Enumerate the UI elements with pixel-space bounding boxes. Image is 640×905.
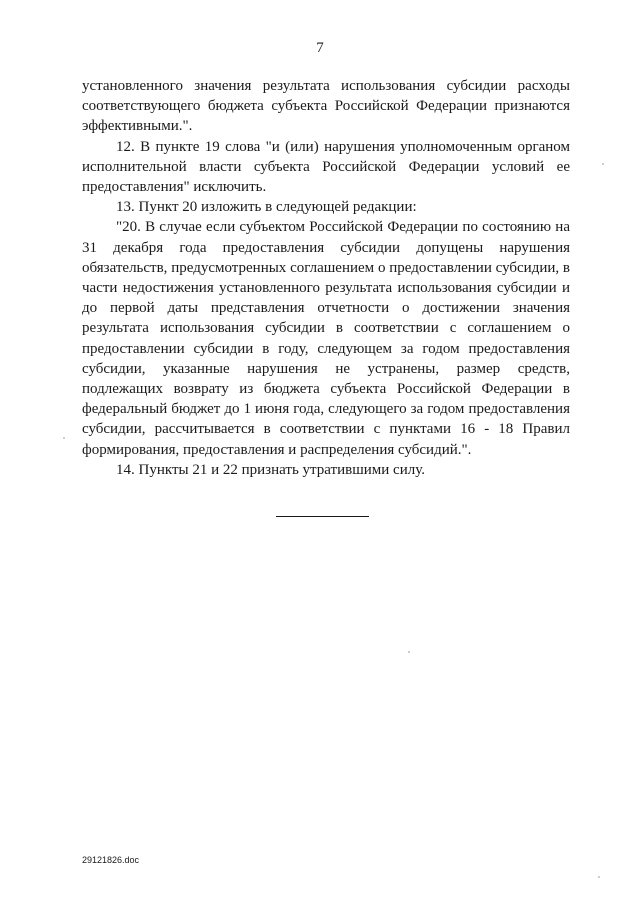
paragraph-item-14: 14. Пункты 21 и 22 признать утратившими силу. xyxy=(116,461,425,478)
scan-speck xyxy=(408,651,410,653)
page-number: 7 xyxy=(316,40,324,56)
scan-speck xyxy=(602,163,604,165)
paragraph-item-12: 12. В пункте 19 слова "и (или) нарушения уполномоченным органом исполнительной власти субъекта Российской Федерации условий ее предоставления" исключить. xyxy=(82,138,570,196)
paragraph-item-13: 13. Пункт 20 изложить в следующей редакции: xyxy=(116,199,417,216)
closing-separator-line xyxy=(276,516,369,517)
paragraph-continuation: установленного значения результата использования субсидии расходы соответствующего бюджета субъекта Российской Федерации признаются эффективными.". xyxy=(82,78,570,135)
footer-document-id: 29121826.doc xyxy=(82,855,140,865)
paragraph-item-20-quote: "20. В случае если субъектом Российской Федерации по состоянию на 31 декабря года предоставления субсидии допущены нарушения обязательств, предусмотренных соглашением о предоставлении субсидии, в части недостижения установленного результата использования субсидии и до первой даты представления отчетности о достижении значения результата использования субсидии в соответствии с соглашением о предоставлении субсидии в году, следующем за годом предоставления субсидии, указанные нарушения не устранены, размер средств, подлежащих возврату из бюджета субъекта Российской Федерации в федеральный бюджет до 1 июня года, следующего за годом предоставления субсидии, рассчитывается в соответствии с пунктами 16 - 18 Правил формирования, предоставления и распределения субсидий.". xyxy=(82,219,570,458)
document-body xyxy=(82,76,570,480)
scan-speck xyxy=(598,876,600,878)
scan-speck xyxy=(63,437,65,439)
